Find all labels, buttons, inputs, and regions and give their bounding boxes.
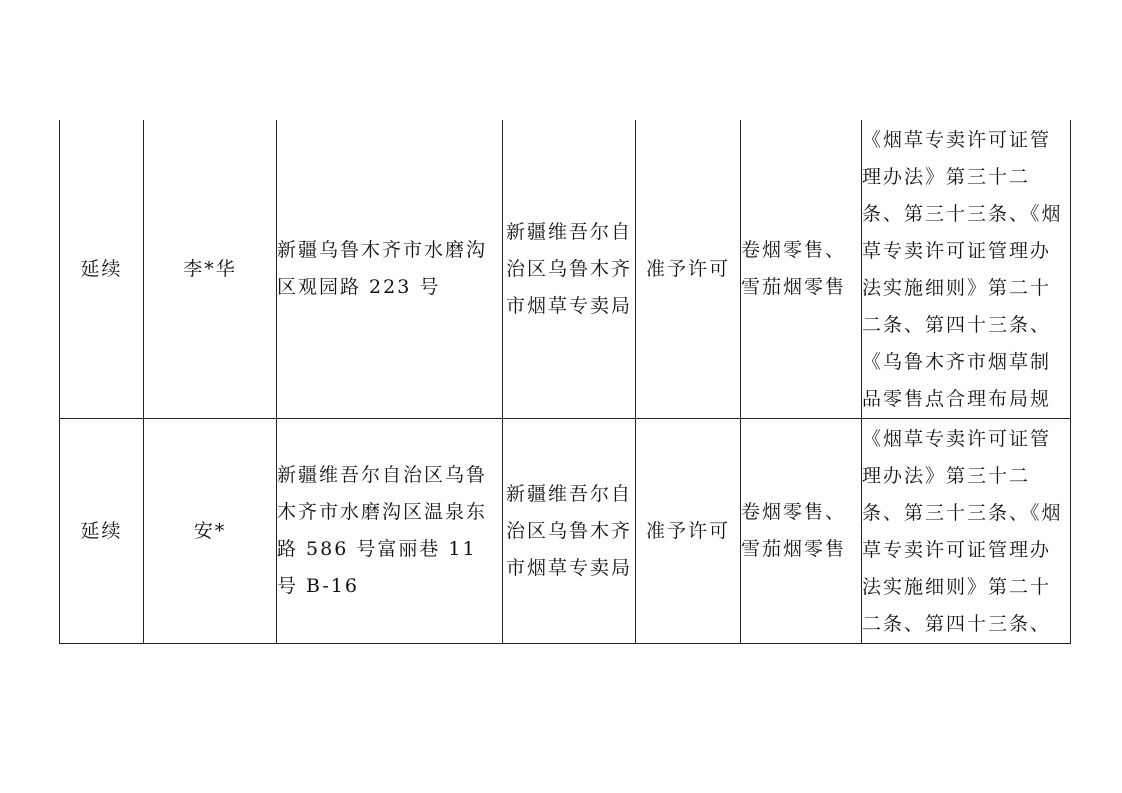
table-row xyxy=(60,120,1071,419)
address-cell: 新疆乌鲁木齐市水磨沟区观园路 223 号 xyxy=(277,120,503,419)
authority-cell: 新疆维吾尔自治区乌鲁木齐市烟草专卖局 xyxy=(503,419,636,644)
name-cell: 李*华 xyxy=(144,120,277,419)
basis-text: 《烟草专卖许可证管理办法》第三十二条、第三十三条、《烟草专卖许可证管理办法实施细则》第二十二条、第四十三条、《乌鲁木齐市烟草制品零售点合理布局规 xyxy=(862,129,1063,410)
decision-cell: 准予许可 xyxy=(636,120,741,419)
name-cell: 安* xyxy=(144,419,277,644)
address-cell: 新疆维吾尔自治区乌鲁木齐市水磨沟区温泉东路 586 号富丽巷 11 号 B-16 xyxy=(277,419,503,644)
decision-cell: 准予许可 xyxy=(636,419,741,644)
table-row xyxy=(60,419,1071,644)
type-cell: 延续 xyxy=(60,419,144,644)
scope-cell: 卷烟零售、雪茄烟零售 xyxy=(741,120,862,419)
basis-cell xyxy=(862,120,1071,419)
license-records-table xyxy=(59,120,1071,644)
type-cell: 延续 xyxy=(60,120,144,419)
authority-cell: 新疆维吾尔自治区乌鲁木齐市烟草专卖局 xyxy=(503,120,636,419)
scope-cell: 卷烟零售、雪茄烟零售 xyxy=(741,419,862,644)
basis-cell xyxy=(862,419,1071,644)
basis-text: 《烟草专卖许可证管理办法》第三十二条、第三十三条、《烟草专卖许可证管理办法实施细则》第二十二条、第四十三条、 xyxy=(862,428,1063,635)
